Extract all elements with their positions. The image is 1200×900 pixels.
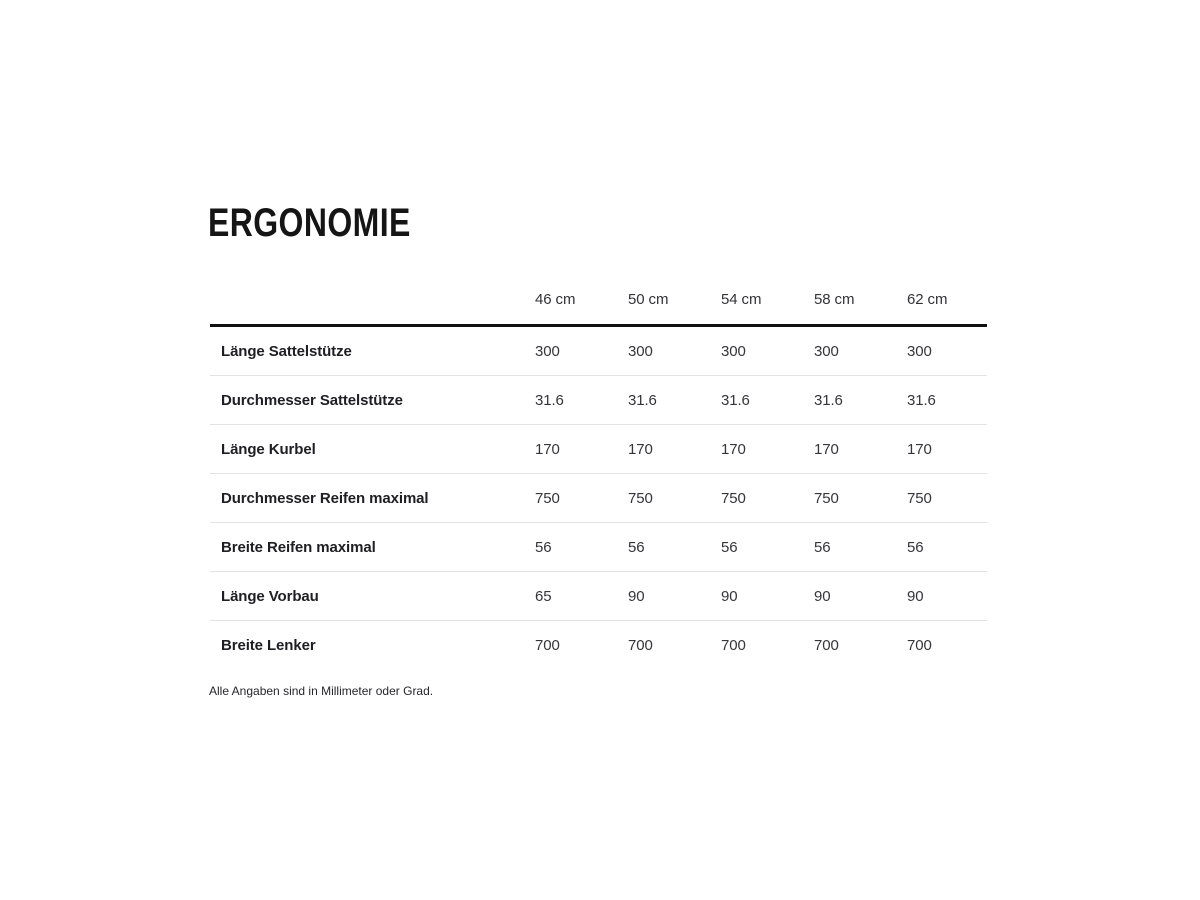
row-value: 750 bbox=[535, 474, 628, 523]
column-header-50cm: 50 cm bbox=[628, 266, 721, 326]
row-label: Durchmesser Reifen maximal bbox=[210, 474, 535, 523]
table-row bbox=[210, 621, 987, 670]
row-value: 31.6 bbox=[814, 376, 907, 425]
row-value: 750 bbox=[814, 474, 907, 523]
table-row bbox=[210, 523, 987, 572]
row-label: Breite Lenker bbox=[221, 636, 316, 654]
row-value: 700 bbox=[628, 636, 653, 654]
page-title: ERGONOMIE bbox=[208, 201, 411, 245]
column-header-58cm: 58 cm bbox=[814, 266, 907, 326]
column-header-46cm: 46 cm bbox=[535, 266, 628, 326]
table-row bbox=[210, 572, 987, 621]
row-label: Länge Sattelstütze bbox=[210, 326, 535, 376]
row-value: 300 bbox=[814, 326, 907, 376]
row-value: 31.6 bbox=[721, 376, 814, 425]
row-value: 750 bbox=[721, 474, 814, 523]
row-value: 31.6 bbox=[535, 376, 628, 425]
table-header-spacer bbox=[210, 266, 535, 326]
row-value: 56 bbox=[628, 523, 721, 572]
row-value: 700 bbox=[907, 636, 932, 654]
table-row bbox=[210, 376, 987, 425]
row-value: 170 bbox=[814, 425, 907, 474]
row-label: Durchmesser Sattelstütze bbox=[210, 376, 535, 425]
row-value: 56 bbox=[814, 523, 907, 572]
row-value: 31.6 bbox=[628, 376, 721, 425]
row-value: 56 bbox=[907, 523, 987, 572]
ergonomics-table bbox=[210, 266, 987, 669]
row-value: 300 bbox=[907, 326, 987, 376]
row-value: 90 bbox=[721, 572, 814, 621]
row-value: 170 bbox=[907, 425, 987, 474]
row-value: 700 bbox=[535, 636, 560, 654]
units-footnote: Alle Angaben sind in Millimeter oder Grad. bbox=[209, 684, 434, 698]
column-header-62cm: 62 cm bbox=[907, 266, 987, 326]
row-value: 700 bbox=[814, 636, 839, 654]
row-value: 65 bbox=[535, 572, 628, 621]
row-value: 170 bbox=[721, 425, 814, 474]
row-value: 300 bbox=[721, 326, 814, 376]
row-value: 90 bbox=[907, 572, 987, 621]
row-label: Breite Reifen maximal bbox=[210, 523, 535, 572]
row-label: Länge Kurbel bbox=[210, 425, 535, 474]
row-value: 170 bbox=[535, 425, 628, 474]
row-value: 56 bbox=[535, 523, 628, 572]
table-row bbox=[210, 326, 987, 376]
row-value: 300 bbox=[628, 326, 721, 376]
table-row bbox=[210, 474, 987, 523]
row-value: 90 bbox=[628, 572, 721, 621]
row-value: 90 bbox=[814, 572, 907, 621]
column-header-54cm: 54 cm bbox=[721, 266, 814, 326]
row-value: 300 bbox=[535, 326, 628, 376]
table-row bbox=[210, 425, 987, 474]
row-value: 750 bbox=[907, 474, 987, 523]
row-value: 700 bbox=[721, 636, 746, 654]
row-value: 56 bbox=[721, 523, 814, 572]
table-header-row bbox=[210, 266, 987, 326]
row-value: 170 bbox=[628, 425, 721, 474]
row-label: Länge Vorbau bbox=[210, 572, 535, 621]
row-value: 31.6 bbox=[907, 376, 987, 425]
row-value: 750 bbox=[628, 474, 721, 523]
